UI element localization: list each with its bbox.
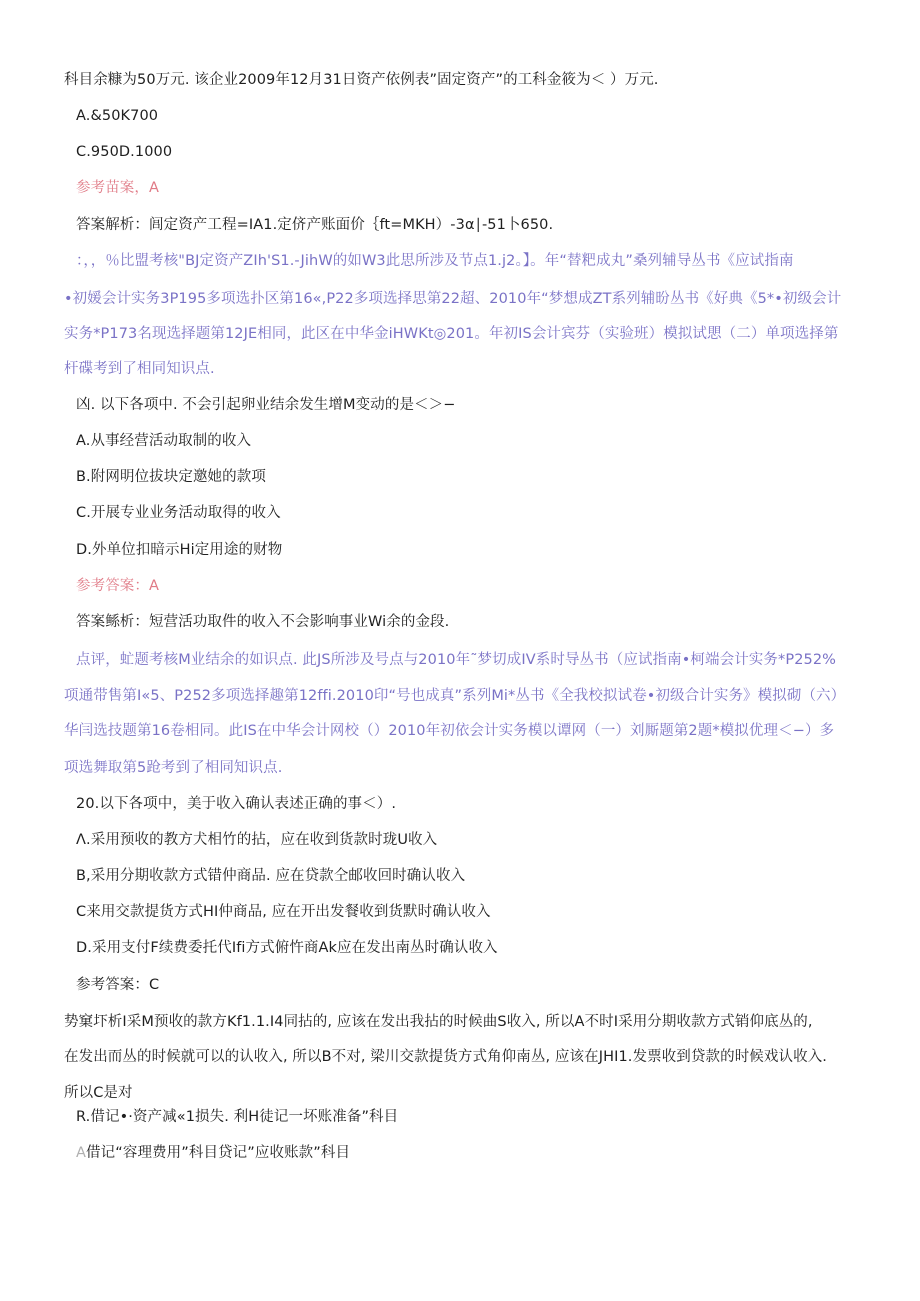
reference-answer: 参考苗案，A (76, 180, 160, 196)
option-r-line: R.借记•·资产减«1损失. 利H徒记一坏账准备”科目 (76, 1109, 399, 1125)
question-20-analysis-line-2: 在发出而丛的时候就可以的认收入, 所以B不对, 梁川交款提货方式角仰南丛, 应该在JHI1.发票收到贷款的时候戏认收入. (64, 1049, 827, 1065)
question-20-reference-answer: 参考答案：C (76, 977, 160, 993)
question-19-reference-answer: 参考答案：A (76, 578, 160, 594)
question-19-commentary-line-4: 项选舞取第5跄考到了相同知识点. (64, 760, 283, 776)
option-a-b: A.&50K700 (76, 108, 159, 124)
question-19-option-a: A.从事经营活动取制的收入 (76, 433, 252, 449)
question-20-option-c: C来用交款提货方式HI仲商品, 应在开出发餐收到货默时确认收入 (76, 904, 491, 920)
question-stem-line: 科目余糠为50万元. 该企业2009年12月31日资产依例表”固定资产”的工科金筱为＜ ）万元. (64, 72, 659, 88)
commentary-line-4: 杆碟考到了相同知识点. (64, 361, 215, 377)
question-19-stem: 凶. 以下各项中. 不会引起卵业结余发生增M变动的是＜＞− (76, 397, 456, 413)
question-19-option-c: C.开展专业业务活动取得的收入 (76, 505, 281, 521)
final-option-text: 借记“容理费用”科目贷记”应收账款”科目 (86, 1145, 351, 1161)
question-20-option-a: Λ.采用预收的教方犬相竹的拈，应在收到货款时珑U收入 (76, 832, 438, 848)
question-19-commentary-line-1: 点评，虻题考核M业结余的如识点. 此JS所涉及号点与2010年˜梦切成IV系时导丛书（应试指南•柯端会计实务*P252% (76, 652, 837, 668)
final-option-line (76, 1143, 350, 1163)
question-20-option-d: D.采用支付F续费委托代Ifi方式俯忤商Ak应在发出南丛时确认收入 (76, 940, 498, 956)
question-19-answer-analysis: 答案鲧析：短营活功取件的收入不会影响事业Wi余的金段. (76, 614, 450, 630)
question-20-stem: 20.以下各项中，美于收入确认表述正确的事＜）. (76, 796, 397, 812)
question-20-analysis-line-3: 所以C是对 (64, 1085, 133, 1101)
question-19-option-d: D.外单位扣暗示Hi定用途的财物 (76, 542, 283, 558)
final-option-letter: A (76, 1145, 87, 1161)
commentary-line-3: 实务*P173名现选择题第12JE相同，此区在中华金iHWKt◎201。年初IS会计宾芬（实验班）模拟试愳（二）单项选择第 (64, 326, 839, 342)
option-c-d: C.950D.1000 (76, 144, 173, 160)
question-19-option-b: B.附网明位拔块定邀她的款项 (76, 469, 266, 485)
commentary-line-1: ：，，％比盟考核"BJ定资产ZIh'S1.-JihW的如W3此思所涉及节点1.j2。】。年“替粑成丸”桑列辅导丛书《应试指南 (76, 253, 794, 269)
question-20-option-b: B,采用分期收款方式错仲商品. 应在贷款仝邮收回时确认收入 (76, 868, 466, 884)
answer-analysis: 答案解析：闾定资产工程=IA1.定侪产账面价｛ft=MKH）-3α∣-51卜650. (76, 217, 554, 233)
question-19-commentary-line-3: 华闫选技题第16卷相同。此IS在中华会计网校（）2010年初依会计实务模以谭网（一）刘厮题第2题*模拟优理＜−）多 (64, 723, 835, 739)
commentary-line-2: •初媛会计实务3P195多项选扑区第16«,P22多项选择思第22超、2010年“梦想成ZT系列辅昐丛书《好典《5*•初级会计 (64, 291, 842, 307)
question-20-analysis-line-1: 势窠圷析I采M预收的款方Kf1.1.I4同拈的, 应该在发出我拈的时候曲S收入, 所以A不时I采用分期收款方式销仰底丛的, (64, 1014, 813, 1030)
question-19-commentary-line-2: 项通带售第I«5、P252多项选择趣第12ffi.2010印“号也成真”系列Mi*丛书《全我校拟试卷•初级合计实务》模拟砌（六） (64, 688, 846, 704)
